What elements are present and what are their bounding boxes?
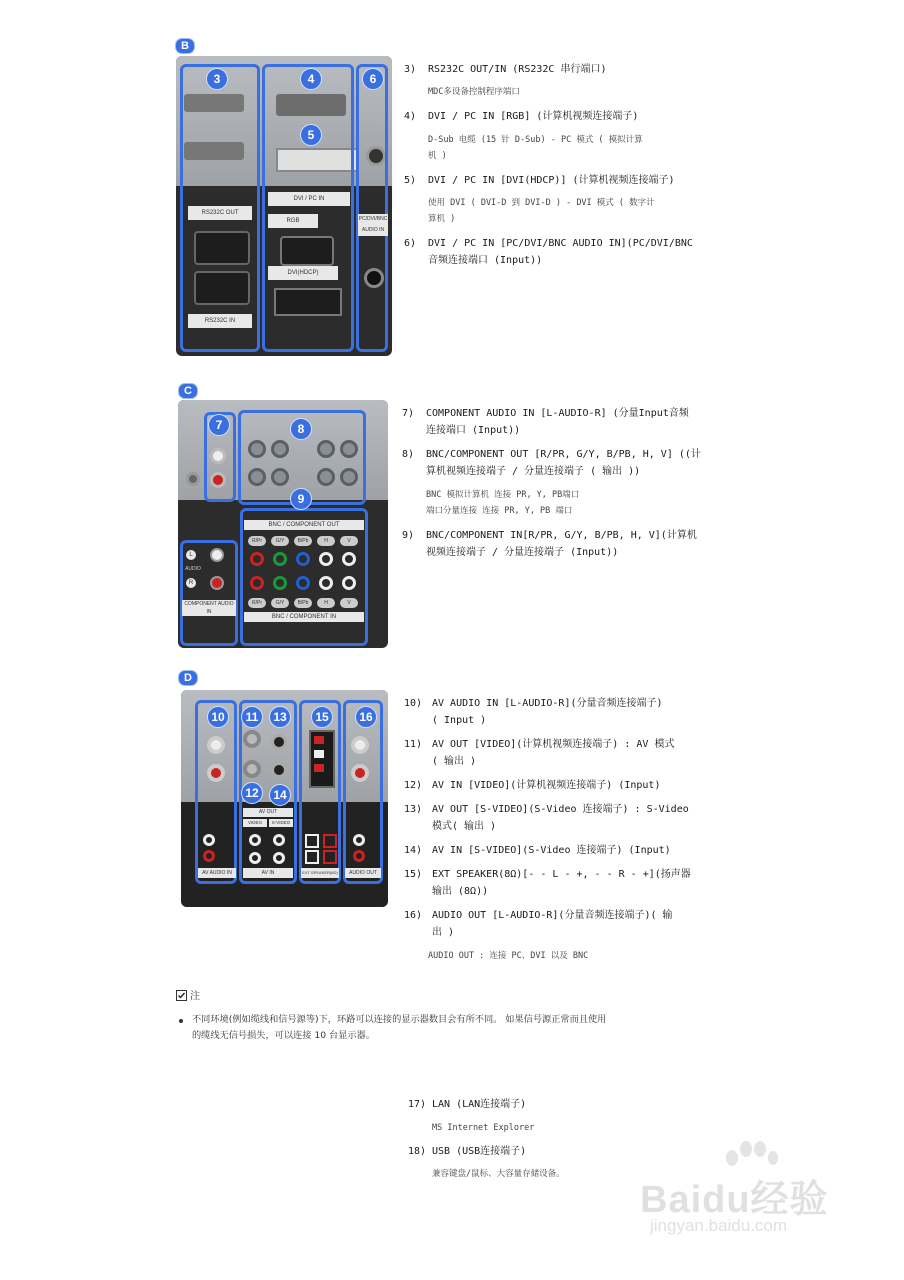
- port-label-gy-bottom: G/Y: [271, 598, 289, 608]
- label-audio-out: AUDIO OUT: [345, 868, 381, 878]
- highlight-6: [356, 64, 388, 352]
- badge-4: 4: [300, 68, 322, 90]
- badge-16: 16: [355, 706, 377, 728]
- note-bullet-text: 不同环境(例如缆线和信号源等)下，环路可以连接的显示器数目会有所不同。 如果信号源正常而且使用 的缆线无信号损失，可以连接 10 台显示器。: [192, 1014, 607, 1041]
- item-16-desc: AUDIO OUT : 连接 PC、DVI 以及 BNC: [428, 951, 589, 961]
- label-audio-l: L: [186, 550, 196, 560]
- label-component-audio-in: COMPONENT AUDIO IN: [182, 600, 236, 616]
- badge-14: 14: [269, 784, 291, 806]
- item-12: 12) AV IN [VIDEO](计算机视频连接端子) (Input): [404, 780, 661, 791]
- item-13: 13) AV OUT [S-VIDEO](S-Video 连接端子) : S-Video 模式( 输出 ): [404, 804, 689, 832]
- item-4: 4) DVI / PC IN [RGB] (计算机视频连接端子): [404, 111, 639, 122]
- label-av-out: AV OUT: [243, 808, 293, 817]
- badge-7: 7: [208, 414, 230, 436]
- badge-8: 8: [290, 418, 312, 440]
- watermark-brand: Baidu经验: [640, 1179, 829, 1221]
- panel-b-image: [176, 56, 392, 356]
- label-video: VIDEO: [243, 819, 267, 827]
- badge-3: 3: [206, 68, 228, 90]
- port-label-rpr-bottom: R/Pr: [248, 598, 266, 608]
- panel-c-image: [178, 400, 388, 648]
- label-pc-dvi-bnc-audio-in: PC/DVI/BNC AUDIO IN: [358, 214, 388, 236]
- label-rs232c-in: RS232C IN: [188, 314, 252, 328]
- port-label-bpb-top: B/Pb: [294, 536, 312, 546]
- label-dvi-pc-in: DVI / PC IN: [268, 192, 350, 206]
- badge-11: 11: [241, 706, 263, 728]
- item-18-desc: 兼容键盘/鼠标、大容量存储设备。: [432, 1169, 565, 1179]
- badge-9: 9: [290, 488, 312, 510]
- item-9: 9) BNC/COMPONENT IN[R/PR, G/Y, B/PB, H, V](计算机 视频连接端子 / 分量连接端子 (Input)): [402, 530, 697, 558]
- label-av-in: AV IN: [243, 868, 293, 878]
- item-8-desc: BNC 模拟计算机 连接 PR, Y, PB端口 端口分量连接 连接 PR, Y, PB 端口: [426, 490, 580, 516]
- note-checkbox-icon: [176, 990, 187, 1001]
- item-10: 10) AV AUDIO IN [L-AUDIO-R](分量音频连接端子) ( Input ): [404, 698, 663, 726]
- item-11: 11) AV OUT [VIDEO](计算机视频连接端子) : AV 模式 ( 输出 ): [404, 739, 675, 767]
- label-ext-speaker: EXT SPEAKER(8Ω): [301, 868, 339, 878]
- badge-5: 5: [300, 124, 322, 146]
- port-label-v-top: V: [340, 536, 358, 546]
- item-7: 7) COMPONENT AUDIO IN [L-AUDIO-R] (分量Input音频 连接端口 (Input)): [402, 408, 689, 436]
- item-16: 16) AUDIO OUT [L-AUDIO-R](分量音频连接端子)( 输 出 ): [404, 910, 673, 938]
- section-letter-c: C: [178, 383, 198, 399]
- port-label-rpr-top: R/Pr: [248, 536, 266, 546]
- baidu-watermark: [640, 1140, 880, 1250]
- badge-15: 15: [311, 706, 333, 728]
- bullet-icon: [179, 1019, 183, 1023]
- label-av-audio-in: AV AUDIO IN: [198, 868, 236, 878]
- item-6: 6) DVI / PC IN [PC/DVI/BNC AUDIO IN](PC/DVI/BNC 音频连接端口 (Input)): [404, 238, 693, 266]
- item-18: 18) USB (USB连接端子): [408, 1146, 527, 1157]
- item-4-desc: D-Sub 电缆 (15 针 D-Sub) - PC 模式 ( 模拟计算 机 ): [428, 135, 643, 161]
- label-dvi-hdcp: DVI(HDCP): [268, 266, 338, 280]
- item-5-desc: 使用 DVI ( DVI-D 到 DVI-D ) - DVI 模式 ( 数字计 算机 ): [428, 198, 655, 224]
- label-s-video: S-VIDEO: [269, 819, 293, 827]
- label-rgb: RGB: [268, 214, 318, 228]
- item-3: 3) RS232C OUT/IN (RS232C 串行端口): [404, 64, 607, 75]
- panel-d-image: [181, 690, 388, 907]
- item-15: 15) EXT SPEAKER(8Ω)[- - L - +, - - R - +](扬声器 输出 (8Ω)): [404, 869, 691, 897]
- label-rs232c-out: RS232C OUT: [188, 206, 252, 220]
- item-17-desc: MS Internet Explorer: [432, 1123, 535, 1133]
- item-8: 8) BNC/COMPONENT OUT [R/PR, G/Y, B/PB, H, V] ((计 算机视频连接端子 / 分量连接端子 ( 输出 )): [402, 449, 701, 477]
- label-bnc-component-in: BNC / COMPONENT IN: [244, 612, 364, 622]
- label-bnc-component-out: BNC / COMPONENT OUT: [244, 520, 364, 530]
- label-audio-r: R: [186, 578, 196, 588]
- item-14: 14) AV IN [S-VIDEO](S-Video 连接端子) (Input): [404, 845, 671, 856]
- item-3-desc: MDC多设备控制程序端口: [428, 87, 520, 97]
- badge-6: 6: [362, 68, 384, 90]
- note-title: 注: [190, 991, 200, 1002]
- section-letter-b: B: [175, 38, 195, 54]
- section-letter-d: D: [178, 670, 198, 686]
- badge-12: 12: [241, 782, 263, 804]
- item-5: 5) DVI / PC IN [DVI(HDCP)] (计算机视频连接端子): [404, 175, 675, 186]
- port-label-gy-top: G/Y: [271, 536, 289, 546]
- port-label-h-bottom: H: [317, 598, 335, 608]
- port-label-h-top: H: [317, 536, 335, 546]
- badge-13: 13: [269, 706, 291, 728]
- port-label-v-bottom: V: [340, 598, 358, 608]
- badge-10: 10: [207, 706, 229, 728]
- label-audio: AUDIO: [185, 566, 201, 572]
- port-label-bpb-bottom: B/Pb: [294, 598, 312, 608]
- item-17: 17) LAN (LAN连接端子): [408, 1099, 527, 1110]
- watermark-url: jingyan.baidu.com: [650, 1216, 788, 1235]
